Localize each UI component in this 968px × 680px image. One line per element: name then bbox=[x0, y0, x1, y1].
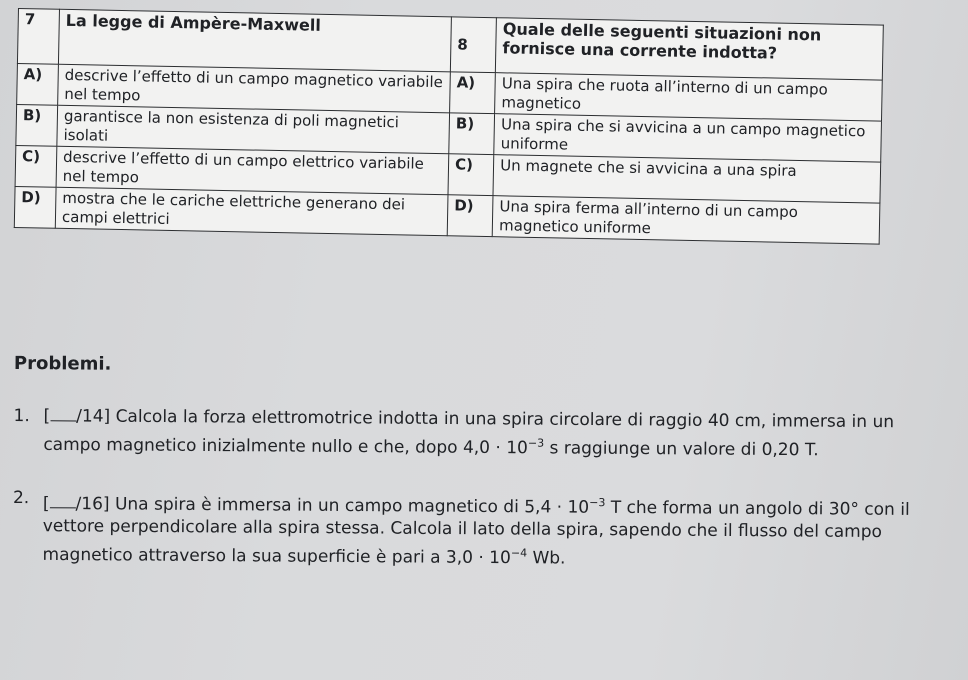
problem-number: 2. bbox=[12, 487, 30, 508]
problem-body bbox=[42, 487, 953, 574]
question-7-number: 7 bbox=[17, 9, 59, 65]
q8-option-letter: B) bbox=[449, 113, 495, 155]
q7-option-text: mostra che le cariche elettriche generano dei campi elettrici bbox=[55, 187, 448, 236]
quiz-table-container bbox=[12, 8, 898, 325]
exponent: −3 bbox=[527, 436, 545, 450]
score-points: /14] bbox=[76, 406, 111, 427]
question-8-number: 8 bbox=[450, 17, 496, 73]
q7-option-text: descrive l’effetto di un campo magnetico variabile nel tempo bbox=[58, 64, 451, 113]
problem-item bbox=[12, 487, 953, 574]
q7-option-text: descrive l’effetto di un campo elettrico variabile nel tempo bbox=[56, 146, 449, 195]
problem-text: Calcola la forza elettromotrice indotta in una spira circolare di raggio 40 cm, immersa in un campo magnetico inizialmente nullo e che, dopo bbox=[43, 406, 895, 458]
score-blank bbox=[50, 420, 76, 421]
exponent: −3 bbox=[589, 495, 606, 509]
problem-item bbox=[13, 405, 953, 463]
problem-text: Una spira è immersa in un campo magnetico di bbox=[114, 494, 525, 517]
score-open-bracket: [ bbox=[42, 493, 50, 514]
problems-section bbox=[12, 352, 954, 590]
score-open-bracket: [ bbox=[43, 406, 51, 427]
question-7-title: La legge di Ampère-Maxwell bbox=[58, 9, 451, 72]
problem-text: T che forma un angolo di 30° con il vettore perpendicolare alla spira stessa. Calcola il lato della spira, sapendo che il flusso del campo magnetico attraverso la sua superficie è pari a bbox=[42, 497, 910, 568]
q8-option-text: Una spira che si avvicina a un campo magnetico uniforme bbox=[494, 114, 882, 162]
value: 3,0 · 10 bbox=[445, 547, 511, 569]
q7-option-letter: B) bbox=[16, 104, 58, 146]
q7-option-letter: A) bbox=[17, 63, 59, 105]
problem-text: Wb. bbox=[527, 548, 566, 569]
score-blank bbox=[50, 508, 76, 509]
value: 4,0 · 10 bbox=[462, 437, 528, 459]
q7-option-letter: C) bbox=[15, 145, 57, 187]
q8-option-text: Una spira ferma all’interno di un campo magnetico uniforme bbox=[492, 196, 880, 244]
q7-option-letter: D) bbox=[14, 186, 56, 228]
problem-text: s raggiunge un valore di 0,20 T. bbox=[544, 438, 819, 461]
q8-option-text: Una spira che ruota all’interno di un campo magnetico bbox=[495, 73, 883, 121]
exponent: −4 bbox=[510, 546, 528, 560]
score-points: /16] bbox=[75, 493, 110, 514]
problem-number: 1. bbox=[13, 405, 30, 427]
problems-heading: Problemi. bbox=[13, 352, 112, 375]
q8-option-letter: A) bbox=[450, 72, 496, 114]
value: 5,4 · 10 bbox=[524, 496, 590, 518]
q8-option-letter: C) bbox=[448, 154, 494, 196]
q8-option-letter: D) bbox=[447, 195, 493, 237]
problem-body bbox=[43, 405, 953, 463]
question-8-title: Quale delle seguenti situazioni non fornisce una corrente indotta? bbox=[496, 18, 884, 80]
q7-option-text: garantisce la non esistenza di poli magnetici isolati bbox=[57, 105, 450, 154]
q8-option-text: Un magnete che si avvicina a una spira bbox=[493, 155, 881, 203]
quiz-table bbox=[14, 8, 884, 245]
